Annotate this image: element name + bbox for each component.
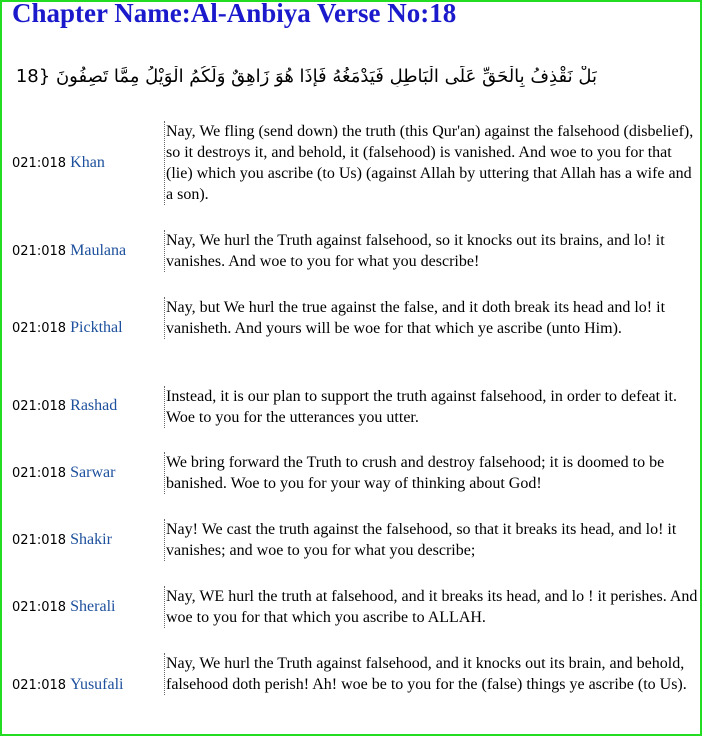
verse-reference	[12, 531, 112, 549]
translation-text: Nay, We hurl the Truth against falsehood, so it knocks out its brains, and lo! it vanishes. And woe to you for what you describe!	[164, 230, 698, 272]
translator-link-yusufali[interactable]: Yusufali	[70, 676, 124, 693]
translator-link-shakir[interactable]: Shakir	[70, 531, 112, 548]
translation-text: Nay, WE hurl the truth at falsehood, and it breaks its head, and lo ! it perishes. And woe to you for that which you ascribe to ALLAH.	[166, 588, 698, 626]
translation-text: Nay, but We hurl the true against the false, and it doth break its head and lo! it vanisheth. And yours will be woe for that which ye ascribe (unto Him).	[164, 297, 698, 339]
verse-reference	[12, 154, 105, 172]
verse-number: 021:018	[12, 244, 67, 259]
verse-number: 021:018	[12, 678, 67, 693]
translation-text: Nay! We cast the truth against the falsehood, so that it breaks its head, and lo! it vanishes; and woe to you for what you describe;	[164, 519, 698, 561]
verse-number: 021:018	[12, 600, 67, 615]
verse-number: 021:018	[12, 399, 67, 414]
verse-reference	[12, 319, 123, 337]
translation-text: Instead, it is our plan to support the truth against falsehood, in order to defeat it. Woe to you for the utterances you utter.	[164, 386, 698, 428]
verse-number: 021:018	[12, 466, 67, 481]
verse-number: 021:018	[12, 533, 67, 548]
verse-reference	[12, 676, 123, 694]
page-title: Chapter Name:Al-Anbiya Verse No:18	[12, 0, 457, 28]
translation-text: Nay, We hurl the Truth against falsehood, and it knocks out its brain, and behold, falsehood doth perish! Ah! woe be to you for the (false) things ye ascribe (to Us).	[164, 653, 698, 695]
translation-text: Nay, We fling (send down) the truth (this Qur'an) against the falsehood (disbelief), so it destroys it, and behold, it (falsehood) is vanished. And woe to you for that (lie) which you ascribe (to Us) (against Allah by uttering that Allah has a wife and a son).	[164, 121, 698, 205]
verse-reference	[12, 464, 115, 482]
translator-link-sarwar[interactable]: Sarwar	[70, 464, 116, 481]
arabic-verse: بَلْ نَقْذِفُ بِالْحَقِّ عَلَى الْبَاطِلِ فَيَدْمَغُهُ فَإِذَا هُوَ زَاهِقٌ وَلَكُمُ الْوَيْلُ مِمَّا تَصِفُونَ {18	[15, 66, 597, 87]
verse-reference	[12, 242, 126, 260]
verse-number: 021:018	[12, 321, 67, 336]
translator-link-maulana[interactable]: Maulana	[70, 242, 127, 259]
translation-text: We bring forward the Truth to crush and destroy falsehood; it is doomed to be banished. Woe to you for your way of thinking about God!	[164, 452, 698, 494]
verse-reference	[12, 598, 115, 616]
translator-link-khan[interactable]: Khan	[70, 154, 105, 171]
translator-link-sherali[interactable]: Sherali	[70, 598, 116, 615]
translator-link-pickthal[interactable]: Pickthal	[70, 319, 123, 336]
verse-reference	[12, 397, 117, 415]
verse-number: 021:018	[12, 156, 67, 171]
translator-link-rashad[interactable]: Rashad	[70, 397, 118, 414]
